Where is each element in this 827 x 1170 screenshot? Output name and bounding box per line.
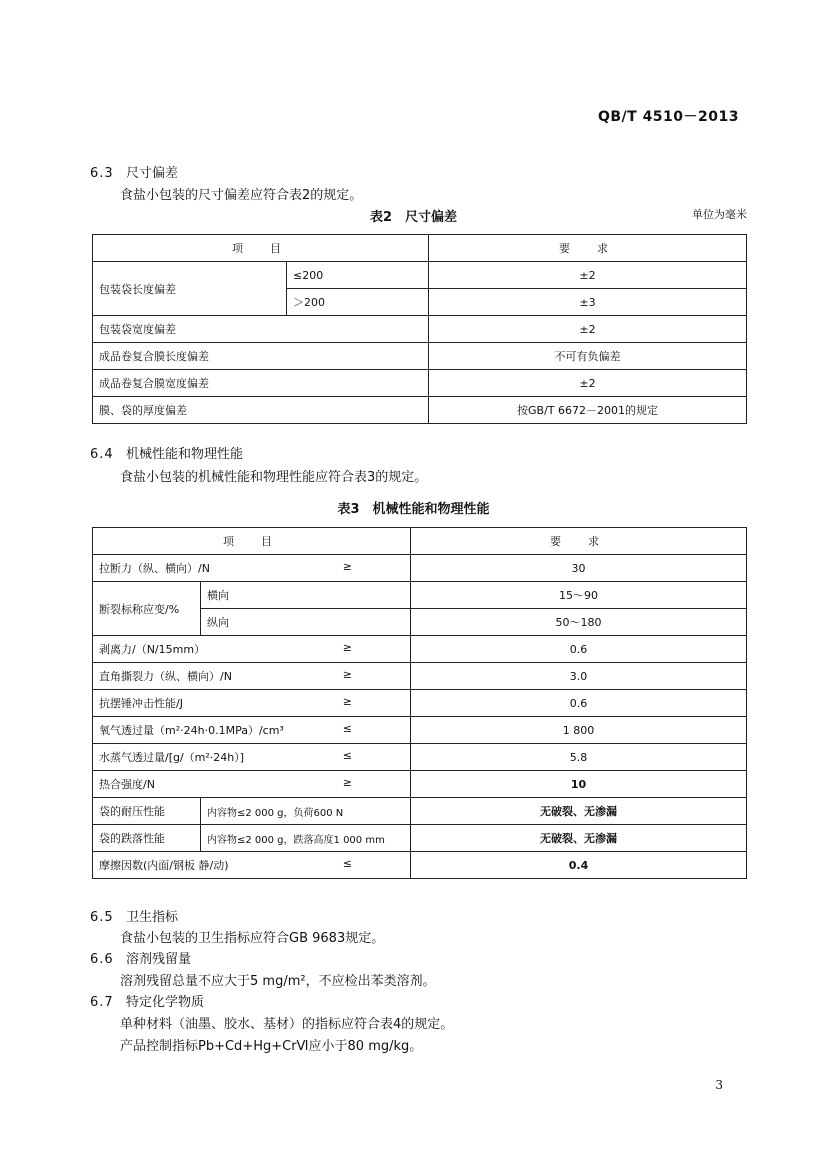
- table3-sub: ≥: [342, 695, 352, 708]
- table-row: [93, 316, 747, 343]
- table3-req: 10: [411, 771, 747, 798]
- section-6-7-text1: 单种材料（油墨、胶水、基材）的指标应符合表4的规定。: [120, 1017, 454, 1032]
- table3-item: [93, 771, 411, 798]
- table3-req: 3.0: [411, 663, 747, 690]
- table3-item: [93, 555, 411, 582]
- table-row: [93, 744, 747, 771]
- table-row: [93, 555, 747, 582]
- table3-req: 0.4: [411, 852, 747, 879]
- section-title: 溶剂残留量: [126, 952, 192, 967]
- table2: [92, 234, 747, 424]
- table2-req: ±3: [429, 289, 747, 316]
- page-number: 3: [715, 1078, 723, 1092]
- table3-sub: ≥: [342, 668, 352, 681]
- table2-sub: ＞200: [287, 289, 429, 316]
- section-6-3-text: 食盐小包装的尺寸偏差应符合表2的规定。: [120, 188, 363, 203]
- section-title: 卫生指标: [126, 910, 179, 925]
- table3-req: 50～180: [411, 609, 747, 636]
- table-row: [93, 663, 747, 690]
- section-6-6-text: 溶剂残留总量不应大于5 mg/m²，不应检出苯类溶剂。: [120, 974, 436, 989]
- table3-req: 无破裂、无渗漏: [411, 798, 747, 825]
- table2-header-req: 要 求: [429, 235, 747, 262]
- table3-item: [93, 690, 411, 717]
- table3-req: 1 800: [411, 717, 747, 744]
- table2-req: 不可有负偏差: [429, 343, 747, 370]
- table2-item: 包装袋宽度偏差: [93, 316, 429, 343]
- table3-header-req: 要 求: [411, 528, 747, 555]
- table-row: [93, 262, 747, 289]
- table-row: [93, 582, 747, 609]
- table3-sub: ≤: [342, 749, 352, 762]
- section-6-5-text: 食盐小包装的卫生指标应符合GB 9683规定。: [120, 931, 385, 946]
- table3-req: 15～90: [411, 582, 747, 609]
- table2-item: 成品卷复合膜宽度偏差: [93, 370, 429, 397]
- table3-caption: 表3 机械性能和物理性能: [337, 502, 490, 517]
- table3-item: [93, 663, 411, 690]
- table-row: [93, 343, 747, 370]
- table-row: [93, 636, 747, 663]
- table3-item-label: 摩擦因数(内面/钢板 静/动): [99, 859, 229, 872]
- table2-item: 成品卷复合膜长度偏差: [93, 343, 429, 370]
- table3-item: 断裂标称应变/%: [93, 582, 201, 636]
- table3-item-label: 直角撕裂力（纵、横向）/N: [99, 670, 232, 683]
- table-row: [93, 717, 747, 744]
- table2-unit: 单位为毫米: [692, 208, 747, 221]
- table3-item-label: 水蒸气透过量/[g/（m²·24h）]: [99, 751, 245, 764]
- table2-item: 包装袋长度偏差: [93, 262, 287, 316]
- table3-req: 0.6: [411, 636, 747, 663]
- table-row: [93, 798, 747, 825]
- table3-sub: 横向: [201, 582, 411, 609]
- table2-req: ±2: [429, 316, 747, 343]
- table3-sub: 内容物≤2 000 g，跌落高度1 000 mm: [201, 825, 411, 852]
- section-6-4-heading: [90, 443, 243, 462]
- table3-item-label: 热合强度/N: [99, 778, 155, 791]
- table3-item: [93, 852, 411, 879]
- table3-sub: ≥: [342, 641, 352, 654]
- section-number: 6.7: [90, 995, 114, 1010]
- table3-req: 无破裂、无渗漏: [411, 825, 747, 852]
- table3-item: 袋的跌落性能: [93, 825, 201, 852]
- table2-req: ±2: [429, 370, 747, 397]
- section-title: 特定化学物质: [126, 995, 205, 1010]
- table3-item: [93, 744, 411, 771]
- table3-req: 30: [411, 555, 747, 582]
- table3-sub: 纵向: [201, 609, 411, 636]
- table-row: [93, 397, 747, 424]
- table-row: [93, 690, 747, 717]
- table2-sub: ≤200: [287, 262, 429, 289]
- section-title: 尺寸偏差: [126, 166, 179, 181]
- table-row: [93, 825, 747, 852]
- table3-item: [93, 717, 411, 744]
- table2-header-item: 项 目: [93, 235, 429, 262]
- table3-header-item: 项 目: [93, 528, 411, 555]
- section-6-3-heading: [90, 162, 178, 181]
- table3-req: 5.8: [411, 744, 747, 771]
- table3-item-label: 抗摆锤冲击性能/J: [99, 697, 183, 710]
- section-number: 6.6: [90, 952, 114, 967]
- section-6-7-text2: 产品控制指标Pb+Cd+Hg+CrⅥ应小于80 mg/kg。: [120, 1039, 423, 1054]
- table3-req: 0.6: [411, 690, 747, 717]
- table3-item-label: 剥离力/（N/15mm）: [99, 643, 206, 656]
- table3: [92, 527, 747, 879]
- section-number: 6.5: [90, 910, 114, 925]
- table3-item: 袋的耐压性能: [93, 798, 201, 825]
- section-6-4-text: 食盐小包装的机械性能和物理性能应符合表3的规定。: [120, 470, 428, 485]
- table2-req: 按GB/T 6672－2001的规定: [429, 397, 747, 424]
- table2-req: ±2: [429, 262, 747, 289]
- section-title: 机械性能和物理性能: [126, 447, 244, 462]
- table3-item-label: 氧气透过量（m²·24h·0.1MPa）/cm³: [99, 724, 284, 737]
- table3-sub: ≤: [342, 722, 352, 735]
- table2-caption: 表2 尺寸偏差: [369, 210, 458, 225]
- section-number: 6.4: [90, 447, 114, 462]
- table3-sub: ≥: [342, 776, 352, 789]
- section-6-7-heading: [90, 991, 204, 1010]
- table3-item-label: 拉断力（纵、横向）/N: [99, 562, 210, 575]
- table3-sub: ≥: [342, 560, 352, 573]
- standard-code: QB/T 4510－2013: [597, 109, 739, 125]
- table-row: [93, 370, 747, 397]
- table-row: [93, 852, 747, 879]
- table2-item: 膜、袋的厚度偏差: [93, 397, 429, 424]
- table3-sub: ≤: [342, 857, 352, 870]
- section-number: 6.3: [90, 166, 114, 181]
- section-6-5-heading: [90, 906, 178, 925]
- table-row: [93, 771, 747, 798]
- section-6-6-heading: [90, 948, 191, 967]
- table3-sub: 内容物≤2 000 g，负荷600 N: [201, 798, 411, 825]
- table3-item: [93, 636, 411, 663]
